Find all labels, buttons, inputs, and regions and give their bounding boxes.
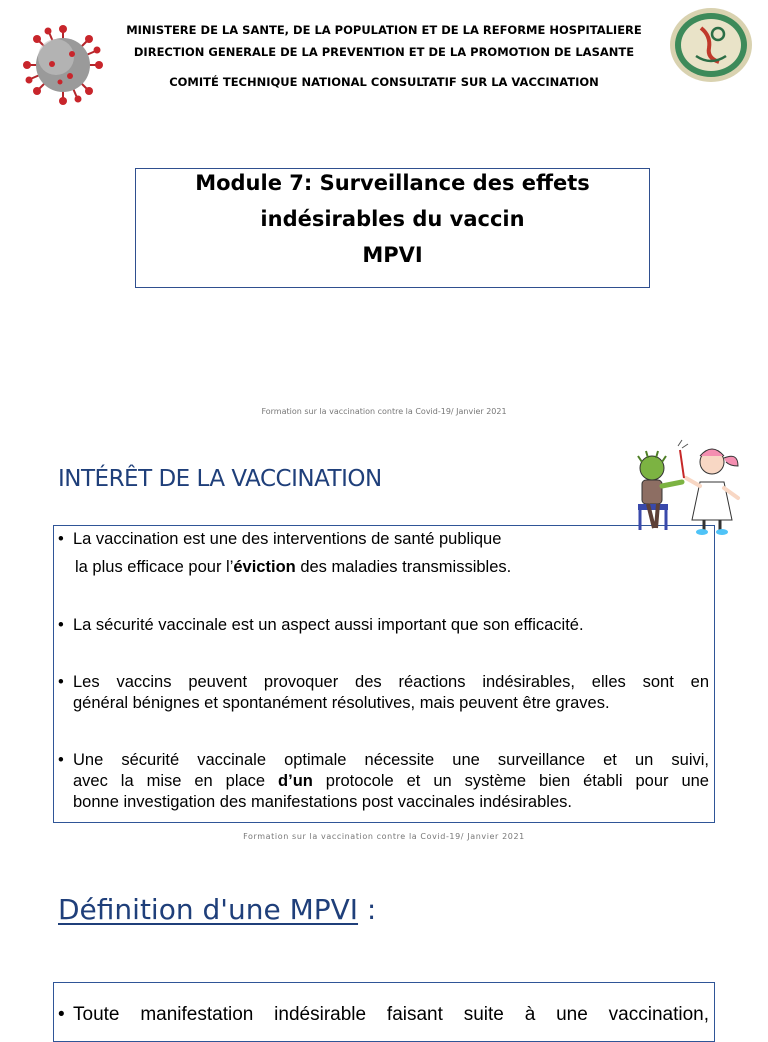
definition-bullet-text: Toute manifestation indésirable faisant suite à une vaccination, xyxy=(73,1004,709,1025)
ministry-name: MINISTERE DE LA SANTE, DE LA POPULATION ET DE LA REFORME HOSPITALIERE xyxy=(126,23,642,37)
bullet-4-marker: • xyxy=(58,751,64,769)
definition-heading-colon: : xyxy=(358,893,377,926)
bullet-4-bold-word: d’un xyxy=(278,772,313,790)
bullet-3-line-1: Les vaccins peuvent provoquer des réactions indésirables, elles sont en xyxy=(73,673,709,691)
definition-bullet-marker: • xyxy=(58,1004,65,1025)
bullet-4-line-2 xyxy=(73,771,709,792)
bullet-1-text-a: la plus efficace pour l’ xyxy=(75,558,234,576)
definition-heading-text: Définition d'une MPVI xyxy=(58,893,359,926)
module-title-line-2: indésirables du vaccin xyxy=(260,207,525,231)
ministry-seal-image xyxy=(668,6,754,84)
bullet-2-marker: • xyxy=(58,616,64,634)
coronavirus-image xyxy=(22,24,104,106)
bullet-1-text-b: des maladies transmissibles. xyxy=(295,558,512,576)
nurse-vaccinating-child-image xyxy=(626,432,750,536)
bullet-4-line-3: bonne investigation des manifestations post vaccinales indésirables. xyxy=(73,793,572,811)
bullet-1-bold-word: éviction xyxy=(233,558,296,576)
training-footer-note: Formation sur la vaccination contre la Covid-19/ Janvier 2021 xyxy=(261,407,507,416)
module-title-line-1: Module 7: Surveillance des effets xyxy=(195,171,590,195)
directorate-name: DIRECTION GENERALE DE LA PREVENTION ET DE LA PROMOTION DE LASANTE xyxy=(133,45,635,59)
section-heading-interet: INTÉRÊT DE LA VACCINATION xyxy=(58,466,382,492)
module-title-box xyxy=(135,168,650,288)
bullet-1-marker: • xyxy=(58,530,64,548)
bullet-1-line-2 xyxy=(75,557,511,578)
bullet-4-text-a: avec la mise en place xyxy=(73,772,279,790)
bullet-3-marker: • xyxy=(58,673,64,691)
committee-name: COMITÉ TECHNIQUE NATIONAL CONSULTATIF SUR LA VACCINATION xyxy=(169,75,599,89)
bullet-3-line-2: général bénignes et spontanément résolutives, mais peuvent être graves. xyxy=(73,694,610,712)
bullet-4-line-1: Une sécurité vaccinale optimale nécessite une surveillance et un suivi, xyxy=(73,751,709,769)
training-footer-note-2: Formation sur la vaccination contre la Covid-19/ Janvier 2021 xyxy=(243,832,525,841)
bullet-1-line-1: La vaccination est une des interventions de santé publique xyxy=(73,530,502,548)
bullet-4-text-b: protocole et un système bien établi pour une xyxy=(312,772,709,790)
module-title-line-3: MPVI xyxy=(362,243,423,267)
section-heading-definition xyxy=(58,893,376,926)
bullet-2-text: La sécurité vaccinale est un aspect aussi important que son efficacité. xyxy=(73,616,584,634)
